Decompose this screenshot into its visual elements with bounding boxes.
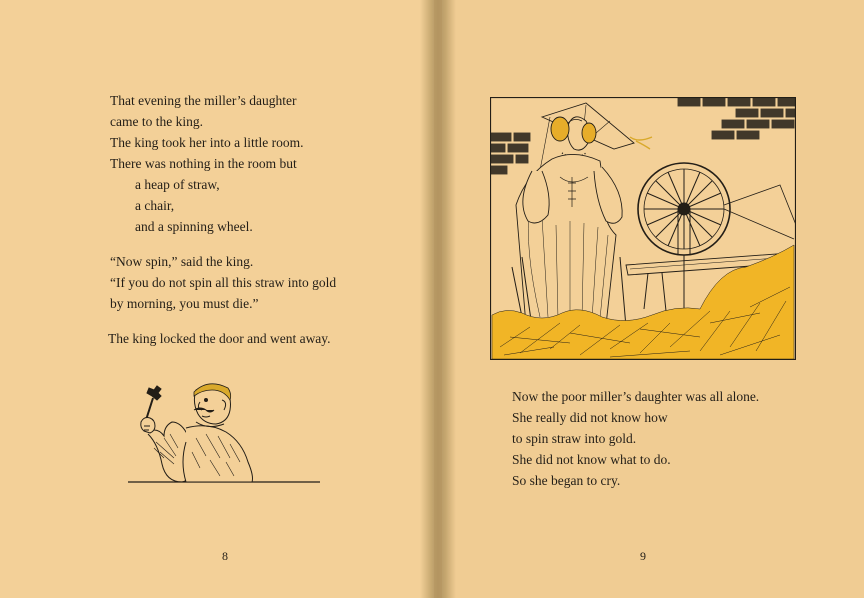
text-line: came to the king.: [110, 114, 203, 129]
text-line: and a spinning wheel.: [135, 219, 253, 234]
spinning-wheel-illustration: [490, 97, 796, 360]
text-line: She really did not know how: [512, 410, 668, 425]
text-line: “If you do not spin all this straw into gold: [110, 275, 337, 290]
king-with-key-illustration: [126, 378, 322, 484]
story-paragraph-2: [110, 251, 336, 314]
text-line: So she began to cry.: [512, 473, 621, 488]
text-line: The king took her into a little room.: [110, 135, 304, 150]
story-paragraph-1: [110, 90, 303, 237]
text-line: a chair,: [135, 198, 175, 213]
text-line: a heap of straw,: [135, 177, 220, 192]
text-line: “Now spin,” said the king.: [110, 254, 254, 269]
text-line: by morning, you must die.”: [110, 296, 259, 311]
story-paragraph-3: [108, 328, 331, 349]
text-line: to spin straw into gold.: [512, 431, 637, 446]
page-number-right: 9: [640, 549, 646, 563]
text-line: She did not know what to do.: [512, 452, 671, 467]
story-paragraph-4: [512, 386, 759, 491]
text-line: There was nothing in the room but: [110, 156, 297, 171]
text-line: The king locked the door and went away.: [108, 331, 331, 346]
text-line: That evening the miller’s daughter: [110, 93, 297, 108]
page-number-left: 8: [222, 549, 228, 563]
text-line: Now the poor miller’s daughter was all alone.: [512, 389, 760, 404]
